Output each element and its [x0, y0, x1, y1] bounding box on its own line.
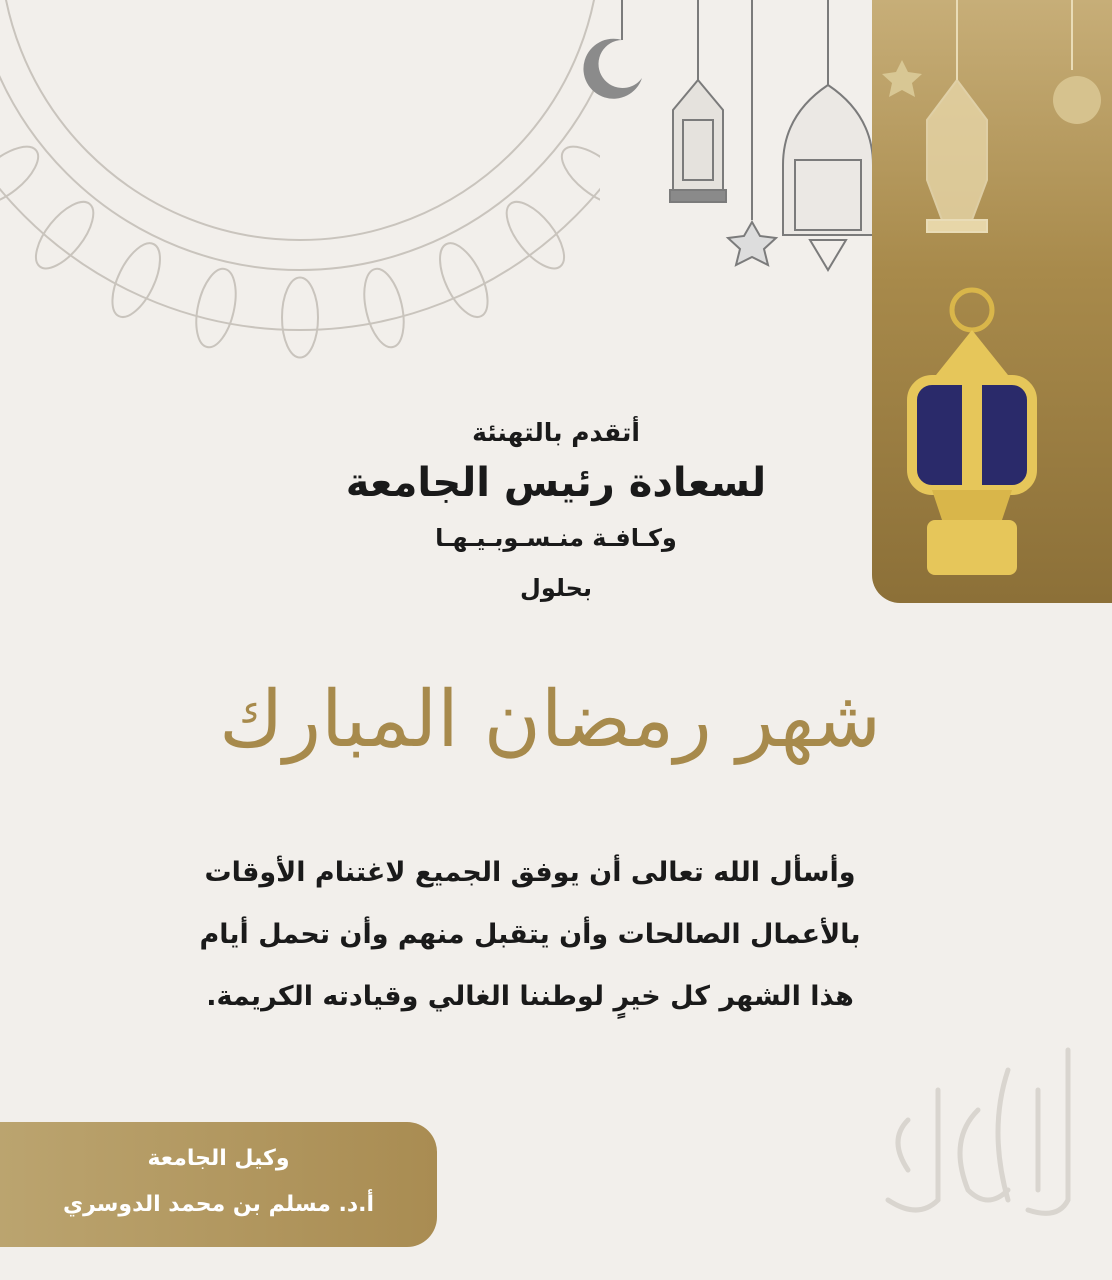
crescent-icon — [583, 39, 642, 99]
greeting-recipient: لسعادة رئيس الجامعة — [345, 460, 767, 506]
mandala-ornament — [0, 0, 600, 420]
hanging-lantern-icon — [927, 80, 987, 232]
mandala-petal — [190, 265, 243, 351]
ramadan-calligraphy-title: شهر رمضان المبارك — [219, 675, 881, 765]
star-icon — [728, 222, 776, 265]
gold-panel — [872, 0, 1112, 603]
mandala-petal — [26, 193, 104, 278]
greeting-affiliates: وكـافـة منـسـوبـيـهـا — [435, 524, 677, 552]
star-icon — [882, 60, 922, 97]
signature-name: أ.د. مسلم بن محمد الدوسري — [62, 1192, 375, 1217]
hanging-lantern-icon — [783, 85, 873, 270]
greeting-intro: أتقدم بالتهنئة — [472, 418, 640, 447]
mandala-petal — [0, 136, 47, 214]
hanging-lanterns — [580, 0, 880, 300]
crescent-icon — [1053, 76, 1101, 124]
mandala-petal — [103, 236, 170, 324]
hanging-lantern-icon — [670, 80, 726, 202]
prayer-paragraph — [150, 842, 910, 1028]
greeting-occasion: بحلول — [520, 574, 592, 602]
faded-calligraphy-ornament — [868, 1030, 1088, 1230]
paragraph-line: هذا الشهر كل خيرٍ لوطننا الغالي وقيادته الكريمة. — [206, 981, 854, 1012]
mandala-petal — [358, 265, 411, 351]
paragraph-line: وأسأل الله تعالى أن يوفق الجميع لاغتنام الأوقات — [204, 857, 856, 888]
paragraph-line: بالأعمال الصالحات وأن يتقبل منهم وأن تحمل أيام — [199, 919, 861, 950]
signature-title: وكيل الجامعة — [147, 1146, 290, 1171]
signature-box — [0, 1122, 437, 1247]
mandala-petal — [430, 236, 497, 324]
mandala-petal — [282, 278, 318, 358]
mandala-petal — [496, 193, 574, 278]
